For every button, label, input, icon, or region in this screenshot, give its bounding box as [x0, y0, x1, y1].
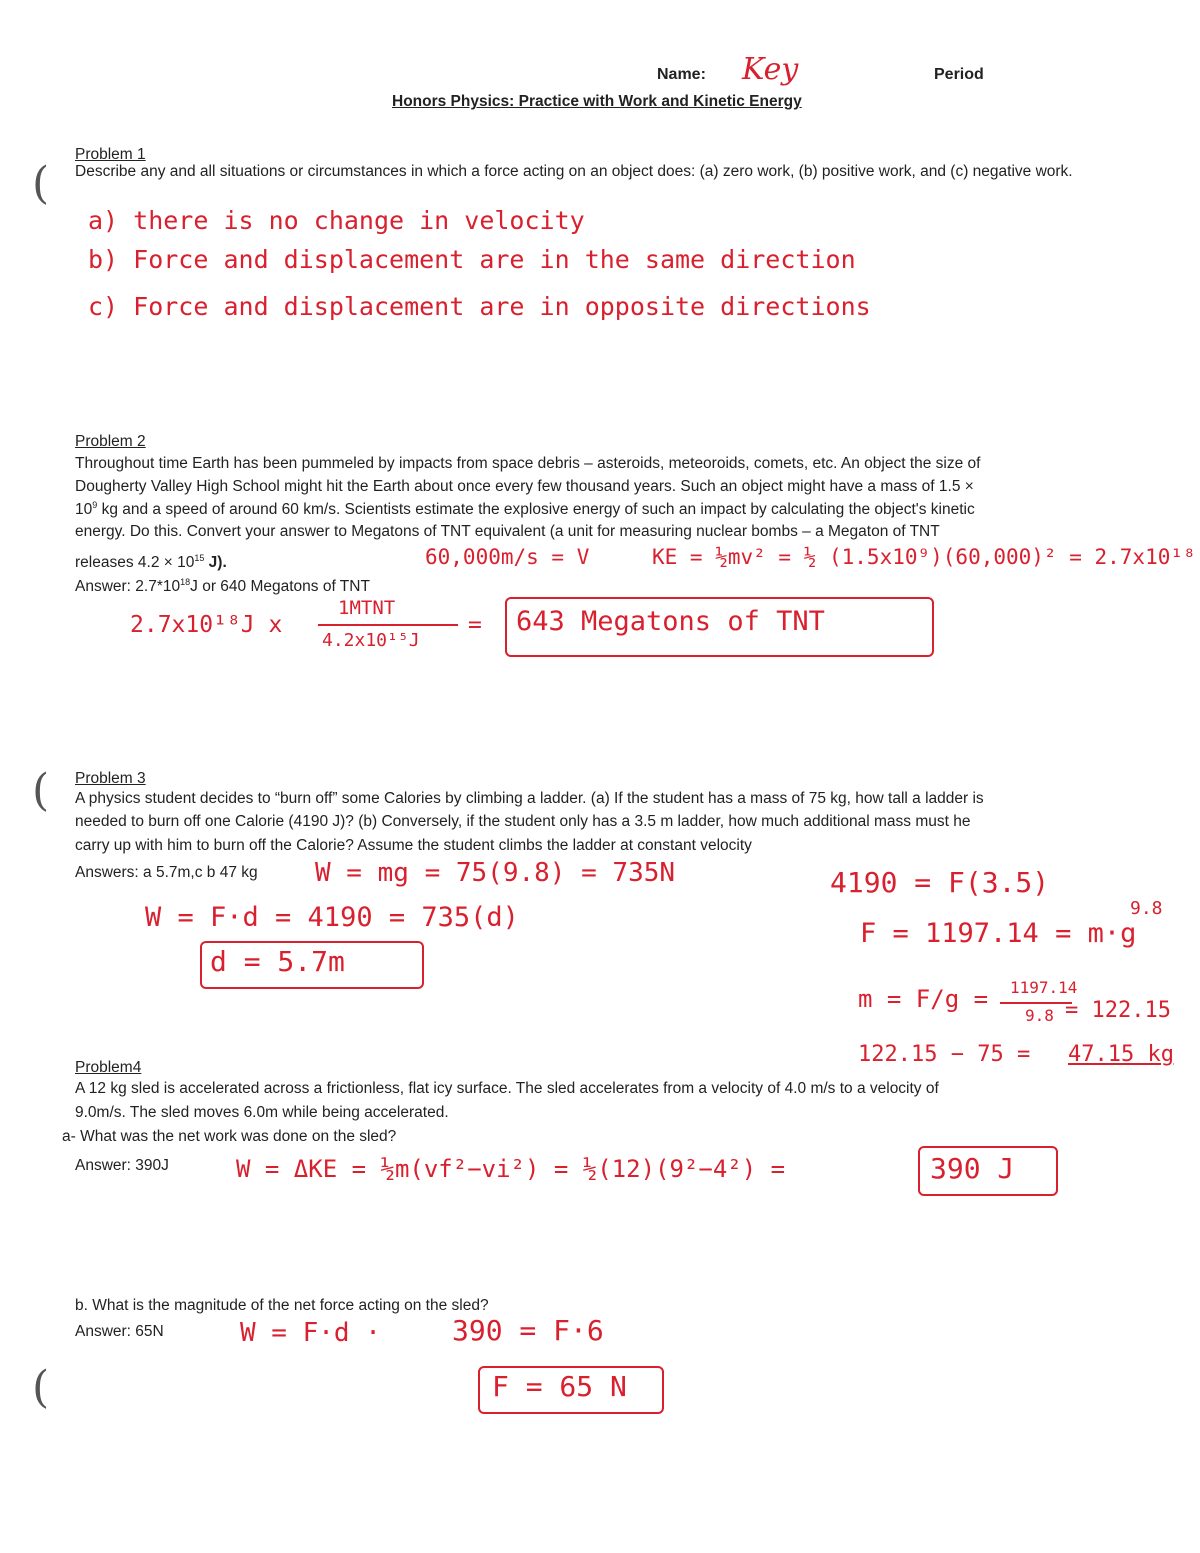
- hw-fraction-bar: [318, 624, 458, 626]
- hw-kinetic-energy: KE = ½mv² = ½ (1.5x10⁹)(60,000)² = 2.7x10¹⁸: [652, 545, 1196, 569]
- page-title: Honors Physics: Practice with Work and Kinetic Energy: [392, 93, 802, 110]
- period-label: Period: [934, 66, 984, 83]
- problem3-answers: Answers: a 5.7m,c b 47 kg: [75, 864, 258, 881]
- hw-mass-den: 9.8: [1025, 1006, 1054, 1025]
- margin-bracket-1: (: [32, 158, 50, 209]
- problem1-answer-a: a) there is no change in velocity: [88, 206, 585, 235]
- hw-fraction-numerator: 1MTNT: [338, 597, 396, 619]
- problem1-answer-c: c) Force and displacement are in opposite directions: [88, 292, 871, 321]
- hw-4190: 4190 = F(3.5): [830, 866, 1050, 899]
- hw-force: F = 1197.14 = m·g: [860, 918, 1137, 949]
- problem2-line5: releases $4.2 \times 10^{15}$ J).: [75, 553, 227, 572]
- hw-w-fd-b: W = F·d ·: [240, 1318, 381, 1348]
- hw-force-result: F = 65 N: [492, 1370, 627, 1403]
- problem4-line1: A 12 kg sled is accelerated across a frictionless, flat icy surface. The sled accelerates from a velocity of 4.0 m/s to a velocity of: [75, 1080, 939, 1097]
- problem2-answer: Answer: $2.7*10^{18}J$ or 640 Megatons of TNT: [75, 577, 370, 596]
- hw-9-8: 9.8: [1130, 898, 1163, 919]
- hw-mass-result: = 122.15: [1065, 998, 1171, 1023]
- hw-390-f6: 390 = F·6: [452, 1314, 604, 1347]
- hw-mass-num: 1197.14: [1010, 978, 1078, 997]
- hw-w-fd: W = F·d = 4190 = 735(d): [145, 902, 519, 933]
- problem3-line3: carry up with him to burn off the Calorie? Assume the student climbs the ladder at constant velocity: [75, 837, 752, 854]
- hw-difference-result: 47.15 kg: [1068, 1042, 1174, 1067]
- problem3-line2: needed to burn off one Calorie (4190 J)? (b) Conversely, if the student only has a 3.5 m ladder, how much additional mass must he: [75, 813, 971, 830]
- problem4-part-a: a- What was the net work was done on the sled?: [62, 1128, 397, 1145]
- name-label: Name:: [657, 66, 706, 83]
- hw-difference: 122.15 − 75 =: [858, 1042, 1031, 1067]
- problem4-part-b: b. What is the magnitude of the net force acting on the sled?: [75, 1297, 489, 1314]
- hw-mass-bar: [1000, 1002, 1072, 1004]
- hw-w-mg: W = mg = 75(9.8) = 735N: [315, 858, 676, 888]
- hw-conversion-left: 2.7x10¹⁸J x: [130, 612, 283, 638]
- problem3-heading: Problem 3: [75, 770, 146, 787]
- problem3-line1: A physics student decides to “burn off” some Calories by climbing a ladder. (a) If the student has a mass of 75 kg, how tall a ladder is: [75, 790, 984, 807]
- problem4-answer-a: Answer: 390J: [75, 1157, 169, 1174]
- hw-d-result: d = 5.7m: [210, 945, 345, 978]
- hw-work-result: 390 J: [930, 1152, 1015, 1185]
- problem2-line3: $10^9$ kg and a speed of around 60 km/s. Scientists estimate the explosive energy of such an impact by calculating the object's kinetic: [75, 500, 975, 519]
- name-value: Key: [742, 52, 799, 87]
- problem4-heading: Problem4: [75, 1059, 142, 1076]
- hw-equals: =: [468, 612, 482, 638]
- problem2-line2: Dougherty Valley High School might hit the Earth about once every few thousand years. Such an object might have a mass of 1.5 ×: [75, 478, 974, 495]
- problem2-line4: energy. Do this. Convert your answer to Megatons of TNT equivalent (a unit for measuring nuclear bombs – a Megaton of TNT: [75, 523, 940, 540]
- hw-result: 643 Megatons of TNT: [516, 606, 825, 637]
- problem2-line1: Throughout time Earth has been pummeled by impacts from space debris – asteroids, meteoroids, comets, etc. An object the size of: [75, 455, 981, 472]
- margin-bracket-2: (: [32, 765, 50, 816]
- problem1-question: Describe any and all situations or circumstances in which a force acting on an object does: (a) zero work, (b) positive work, and (c) negative work.: [75, 163, 1073, 180]
- problem2-heading: Problem 2: [75, 433, 146, 450]
- problem1-heading: Problem 1: [75, 146, 146, 163]
- hw-work-ke: W = ΔKE = ½m(vf²−vi²) = ½(12)(9²−4²) =: [236, 1155, 786, 1183]
- problem4-answer-b: Answer: 65N: [75, 1323, 164, 1340]
- margin-bracket-3: (: [32, 1362, 50, 1413]
- problem1-answer-b: b) Force and displacement are in the same direction: [88, 245, 856, 274]
- hw-velocity: 60,000m/s = V: [425, 545, 590, 569]
- hw-mass-lhs: m = F/g =: [858, 985, 989, 1013]
- hw-fraction-denominator: 4.2x10¹⁵J: [322, 630, 420, 651]
- problem4-line2: 9.0m/s. The sled moves 6.0m while being accelerated.: [75, 1104, 449, 1121]
